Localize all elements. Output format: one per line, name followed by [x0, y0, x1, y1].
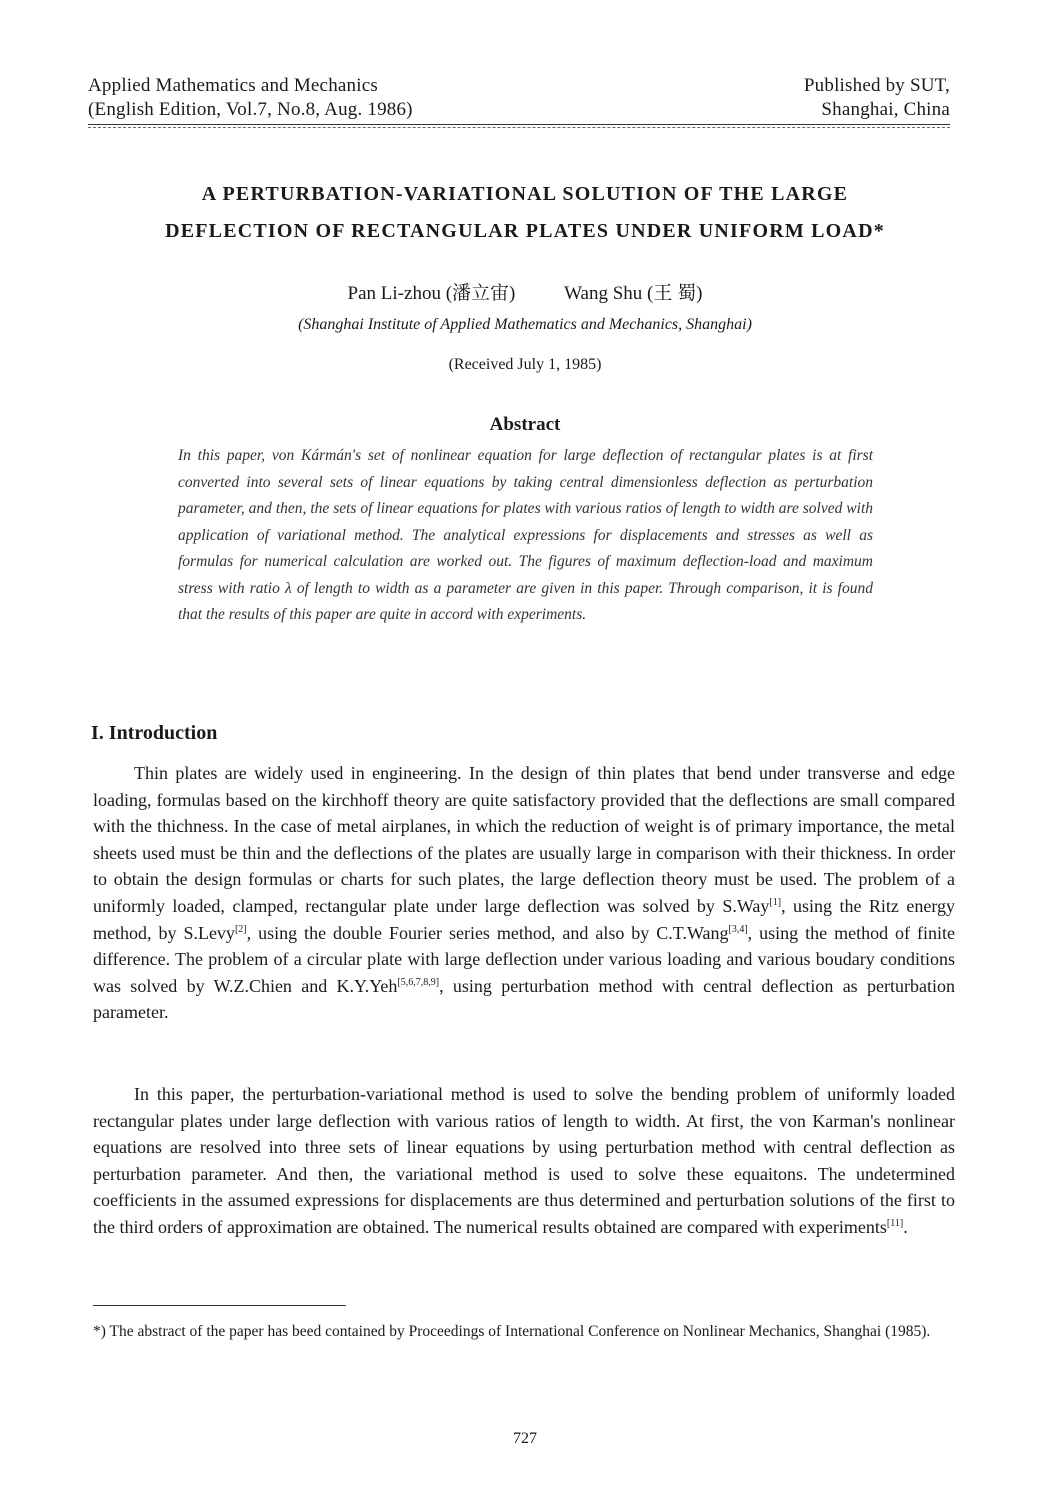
citation-ref: [11] [886, 1217, 904, 1229]
paragraph-text: , using the method of finite difference. The problem of a circular plate with large deflection under various loading and various boudary conditions was solved by W.Z.Chien and K.Y.Yeh [93, 922, 955, 996]
abstract-text: In this paper, von Kármán's set of nonlinear equation for large deflection of rectangular plates is at first converted into several sets of linear equations by taking central dimensionless deflection as perturbation parameter, and then, the sets of linear equations for plates with various ratios of length to width are solved with application of variational method. The analytical expressions for displacements and stresses as well as formulas for numerical calculation are worked out. The figures of maximum deflection-load and maximum stress with ratio λ of length to width as a parameter are given in this paper. Through comparison, it is found that the results of this paper are quite in accord with experiments. [178, 447, 873, 623]
footnote-rule [93, 1305, 346, 1306]
paragraph-text: , using the double Fourier series method, and also by C.T.Wang [246, 922, 729, 943]
citation-ref: [2] [234, 923, 247, 935]
paragraph-text: In this paper, the perturbation-variational method is used to solve the bending problem of uniformly loaded rectangular plates under large deflection with various ratios of length to width. At first, the von Karman's nonlinear equations are resolved into three sets of linear equations by using perturbation method with central deflection as perturbation parameter. And then, the variational method is used to solve these equaitons. The undetermined coefficients in the assumed expressions for displacements are thus determined and perturbation solutions of the first to the third orders of approximation are obtained. The numerical results obtained are compared with experiments [93, 1084, 955, 1237]
citation-ref: [5,6,7,8,9] [397, 976, 440, 988]
section-heading-introduction: I. Introduction [91, 722, 218, 744]
paragraph-text: . [903, 1216, 908, 1237]
citation-ref: [3,4] [728, 923, 748, 935]
abstract-heading: Abstract [489, 414, 561, 435]
affiliation: (Shanghai Institute of Applied Mathematics and Mechanics, Shanghai) [298, 316, 752, 333]
footnote: *) The abstract of the paper has beed contained by Proceedings of International Conference on Nonlinear Mechanics, Shanghai (1985). [93, 1323, 931, 1340]
author-1: Pan Li-zhou (潘立宙) [347, 283, 516, 304]
paragraph-text: , using perturbation method with central deflection as perturbation parameter. [93, 975, 955, 1023]
author-2: Wang Shu (王 蜀) [564, 283, 703, 304]
publisher-location: Shanghai, China [821, 99, 950, 120]
paragraph-text: , using the Ritz energy method, by S.Levy [93, 895, 955, 943]
intro-paragraph-1 [93, 760, 955, 1026]
citation-ref: [1] [769, 896, 782, 908]
page-number: 727 [513, 1430, 537, 1447]
received-date: (Received July 1, 1985) [448, 356, 602, 373]
paragraph-text: Thin plates are widely used in engineering. In the design of thin plates that bend under transverse and edge loading, formulas based on the kirchhoff theory are quite satisfactory provided that the deflections are small compared with the thichness. In the case of metal airplanes, in which the reduction of weight is of primary importance, the metal sheets used must be thin and the deflections of the plates are usually large in comparison with their thickness. In order to obtain the design formulas or charts for such plates, the large deflection theory must be used. The problem of a uniformly loaded, clamped, rectangular plate under large deflection was solved by S.Way [93, 763, 955, 916]
journal-name: Applied Mathematics and Mechanics [88, 75, 378, 96]
header-rule [88, 124, 950, 125]
title-line-1: A PERTURBATION-VARIATIONAL SOLUTION OF THE LARGE [201, 183, 849, 205]
running-header [88, 74, 950, 128]
journal-info [88, 74, 413, 122]
title-line-2: DEFLECTION OF RECTANGULAR PLATES UNDER UNIFORM LOAD* [165, 220, 885, 242]
intro-paragraph-2 [93, 1081, 955, 1241]
journal-edition: (English Edition, Vol.7, No.8, Aug. 1986) [88, 99, 413, 120]
publisher-info [804, 74, 950, 122]
header-rule-dashed [88, 127, 950, 128]
paper-title [100, 176, 950, 250]
author-list [0, 278, 1050, 305]
publisher-name: Published by SUT, [803, 75, 950, 96]
